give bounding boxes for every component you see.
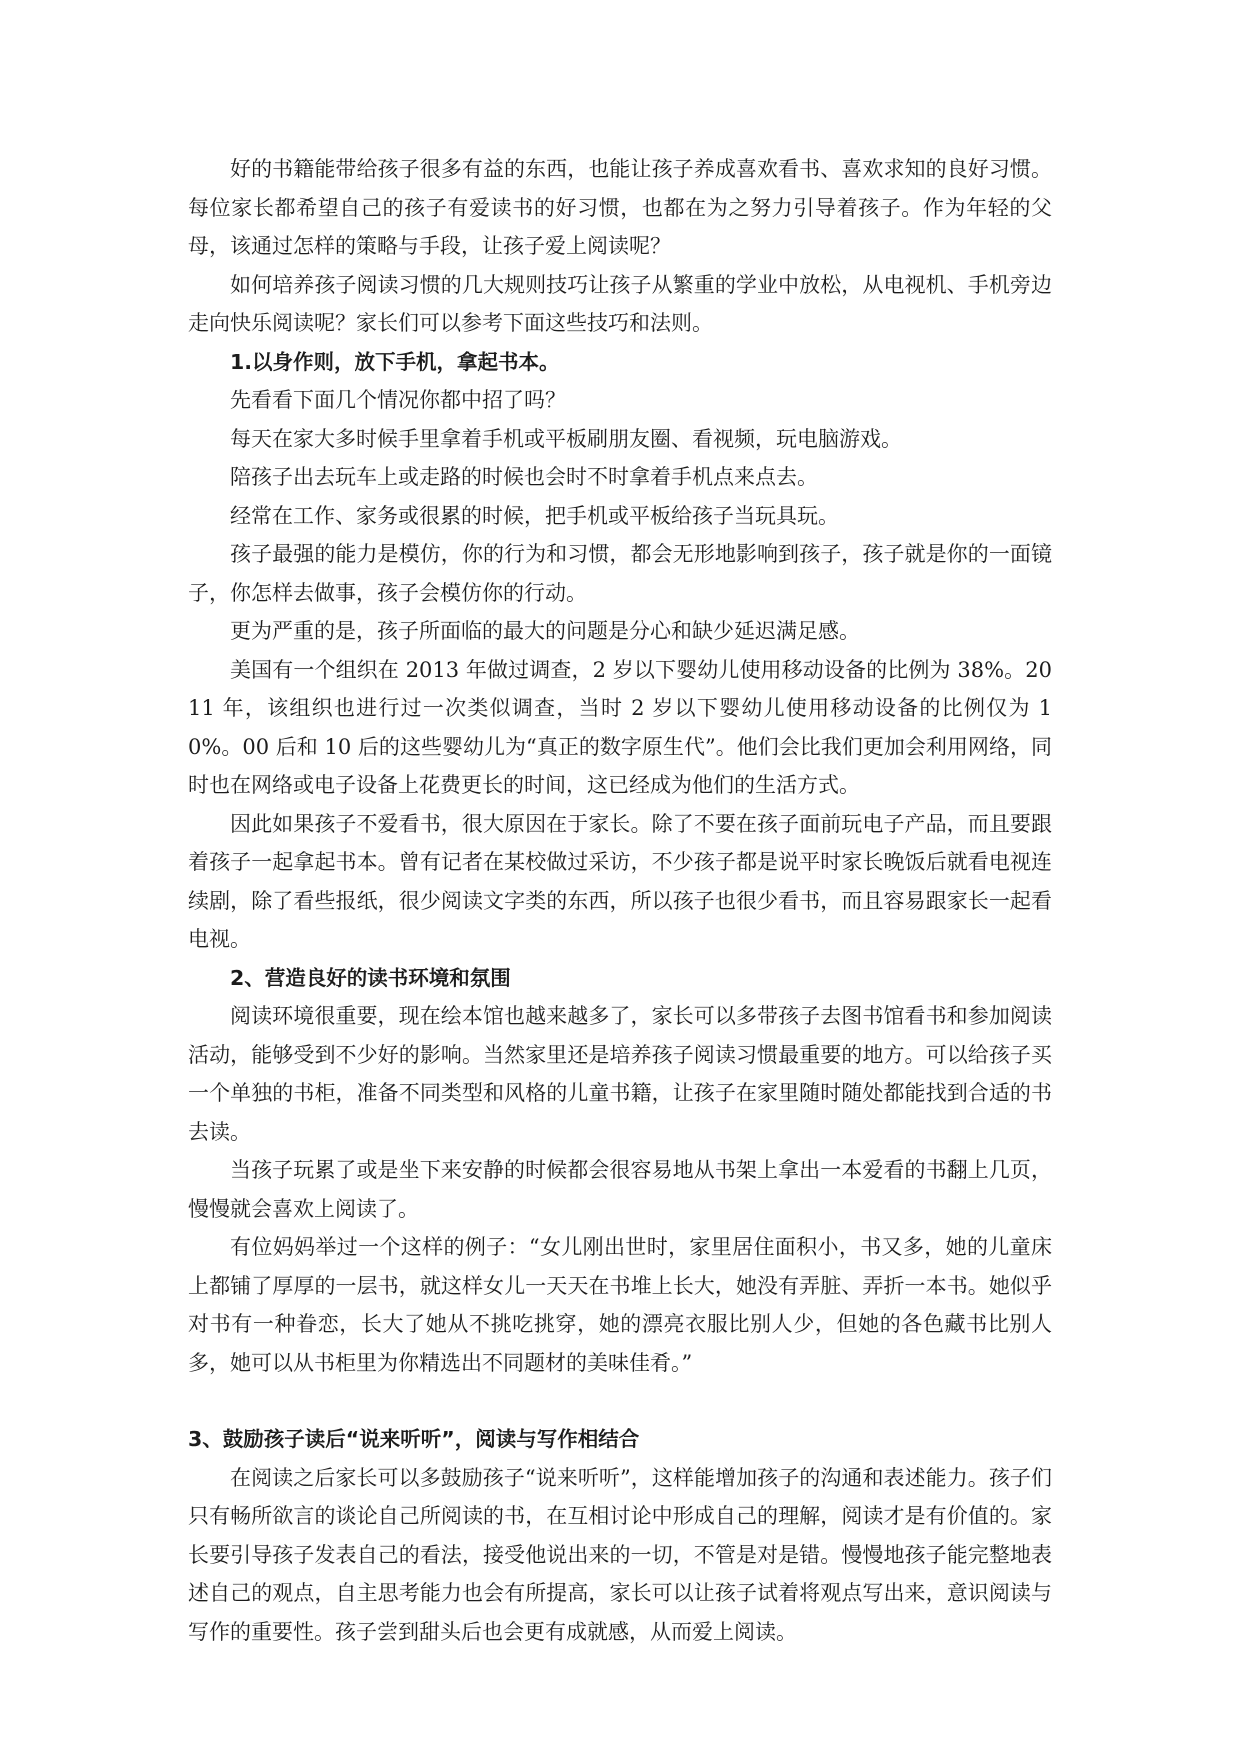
body-paragraph: 当孩子玩累了或是坐下来安静的时候都会很容易地从书架上拿出一本爱看的书翻上几页，慢慢就会喜欢上阅读了。 [188,1158,1052,1221]
body-paragraph: 阅读环境很重要，现在绘本馆也越来越多了，家长可以多带孩子去图书馆看书和参加阅读活动，能够受到不少好的影响。当然家里还是培养孩子阅读习惯最重要的地方。可以给孩子买一个单独的书柜，准备不同类型和风格的儿童书籍，让孩子在家里随时随处都能找到合适的书去读。 [188,1004,1052,1144]
body-paragraph: 先看看下面几个情况你都中招了吗？ [230,388,566,412]
body-paragraph: 在阅读之后家长可以多鼓励孩子“说来听听”，这样能增加孩子的沟通和表述能力。孩子们只有畅所欲言的谈论自己所阅读的书，在互相讨论中形成自己的理解，阅读才是有价值的。家长要引导孩子发表自己的看法，接受他说出来的一切，不管是对是错。慢慢地孩子能完整地表述自己的观点，自主思考能力也会有所提高，家长可以让孩子试着将观点写出来，意识阅读与写作的重要性。孩子尝到甜头后也会更有成就感，从而爱上阅读。 [188,1465,1052,1644]
body-paragraph: 每天在家大多时候手里拿着手机或平板刷朋友圈、看视频，玩电脑游戏。 [230,426,902,451]
section-heading-1: 1.以身作则，放下手机，拿起书本。 [230,349,560,374]
body-paragraph: 因此如果孩子不爱看书，很大原因在于家长。除了不要在孩子面前玩电子产品，而且要跟着孩子一起拿起书本。曾有记者在某校做过采访，不少孩子都是说平时家长晚饭后就看电视连续剧，除了看些报纸，很少阅读文字类的东西，所以孩子也很少看书，而且容易跟家长一起看电视。 [188,811,1052,951]
document-body [188,150,1052,1651]
body-paragraph: 美国有一个组织在 2013 年做过调查，2 岁以下婴幼儿使用移动设备的比例为 38%。2011 年，该组织也进行过一次类似调查，当时 2 岁以下婴幼儿使用移动设备的比例仅为 10%。00 后和 10 后的这些婴幼儿为“真正的数字原生代”。他们会比我们更加会利用网络，同时也在网络或电子设备上花费更长的时间，这已经成为他们的生活方式。 [188,657,1052,797]
intro-paragraph: 好的书籍能带给孩子很多有益的东西，也能让孩子养成喜欢看书、喜欢求知的良好习惯。每位家长都希望自己的孩子有爱读书的好习惯，也都在为之努力引导着孩子。作为年轻的父母，该通过怎样的策略与手段，让孩子爱上阅读呢？ [188,157,1052,258]
paragraph-gap [188,1382,1052,1420]
body-paragraph: 有位妈妈举过一个这样的例子：“女儿刚出世时，家里居住面积小，书又多，她的儿童床上都铺了厚厚的一层书，就这样女儿一天天在书堆上长大，她没有弄脏、弄折一本书。她似乎对书有一种眷恋，长大了她从不挑吃挑穿，她的漂亮衣服比别人少，但她的各色藏书比别人多，她可以从书柜里为你精选出不同题材的美味佳肴。” [188,1235,1052,1375]
section-heading-3: 3、鼓励孩子读后“说来听听”，阅读与写作相结合 [188,1427,640,1451]
section-heading-2: 2、营造良好的读书环境和氛围 [230,965,511,990]
intro-paragraph-2: 如何培养孩子阅读习惯的几大规则技巧让孩子从繁重的学业中放松，从电视机、手机旁边走向快乐阅读呢？家长们可以参考下面这些技巧和法则。 [188,272,1052,335]
body-paragraph: 更为严重的是，孩子所面临的最大的问题是分心和缺少延迟满足感。 [230,619,860,643]
body-paragraph: 经常在工作、家务或很累的时候，把手机或平板给孩子当玩具玩。 [230,503,839,528]
body-paragraph: 陪孩子出去玩车上或走路的时候也会时不时拿着手机点来点去。 [230,465,818,489]
body-paragraph: 孩子最强的能力是模仿，你的行为和习惯，都会无形地影响到孩子，孩子就是你的一面镜子，你怎样去做事，孩子会模仿你的行动。 [188,542,1052,605]
